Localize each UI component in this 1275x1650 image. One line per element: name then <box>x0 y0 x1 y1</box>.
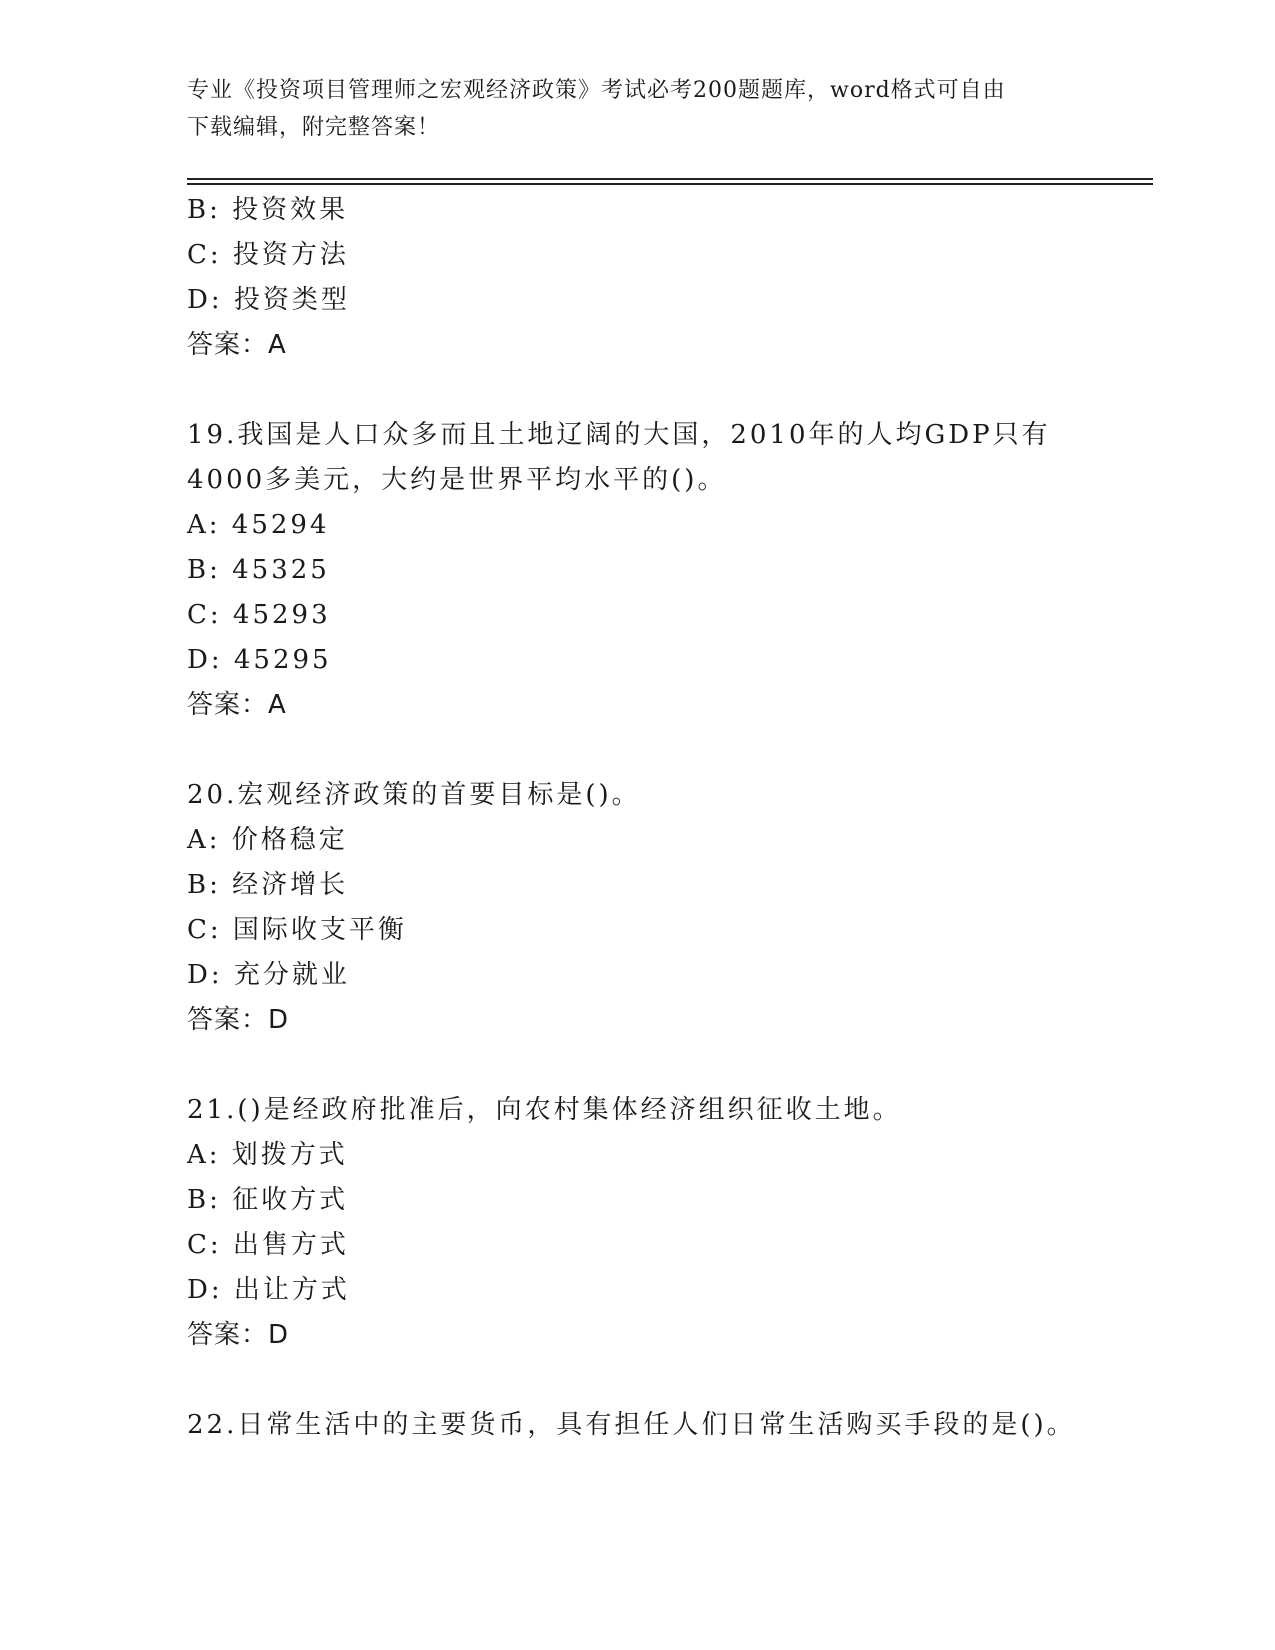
question-line: B: 经济增长 <box>187 870 349 900</box>
question-line: 21.()是经政府批准后，向农村集体经济组织征收土地。 <box>187 1095 902 1125</box>
question-line: B: 投资效果 <box>187 195 349 225</box>
document-header <box>187 72 1087 146</box>
question-line: B: 45325 <box>187 555 330 585</box>
header-line-1: 专业《投资项目管理师之宏观经济政策》考试必考200题题库，word格式可自由 <box>187 78 1006 103</box>
question-line: A: 价格稳定 <box>187 825 348 855</box>
header-rule-top <box>187 178 1153 180</box>
question-line: D: 45295 <box>187 645 332 675</box>
answer-line: 答案：D <box>187 1005 290 1035</box>
question-line: D: 投资类型 <box>187 285 350 315</box>
question-line: D: 出让方式 <box>187 1275 350 1305</box>
question-line: D: 充分就业 <box>187 960 350 990</box>
header-line-2: 下载编辑，附完整答案！ <box>187 115 441 140</box>
question-line: C: 45293 <box>187 600 331 630</box>
question-line: C: 出售方式 <box>187 1230 349 1260</box>
answer-line: 答案：A <box>187 690 287 720</box>
question-line: 19.我国是人口众多而且土地辽阔的大国，2010年的人均GDP只有 <box>187 420 1051 450</box>
question-line: A: 划拨方式 <box>187 1140 348 1170</box>
question-line: 22.日常生活中的主要货币，具有担任人们日常生活购买手段的是()。 <box>187 1410 1076 1440</box>
question-line: C: 投资方法 <box>187 240 349 270</box>
answer-line: 答案：A <box>187 330 287 360</box>
question-line: C: 国际收支平衡 <box>187 915 407 945</box>
question-line: 20.宏观经济政策的首要目标是()。 <box>187 780 641 810</box>
question-line: A: 45294 <box>187 510 330 540</box>
answer-line: 答案：D <box>187 1320 290 1350</box>
question-line: 4000多美元，大约是世界平均水平的()。 <box>187 465 727 495</box>
header-rule-bottom <box>187 183 1153 185</box>
question-line: B: 征收方式 <box>187 1185 349 1215</box>
